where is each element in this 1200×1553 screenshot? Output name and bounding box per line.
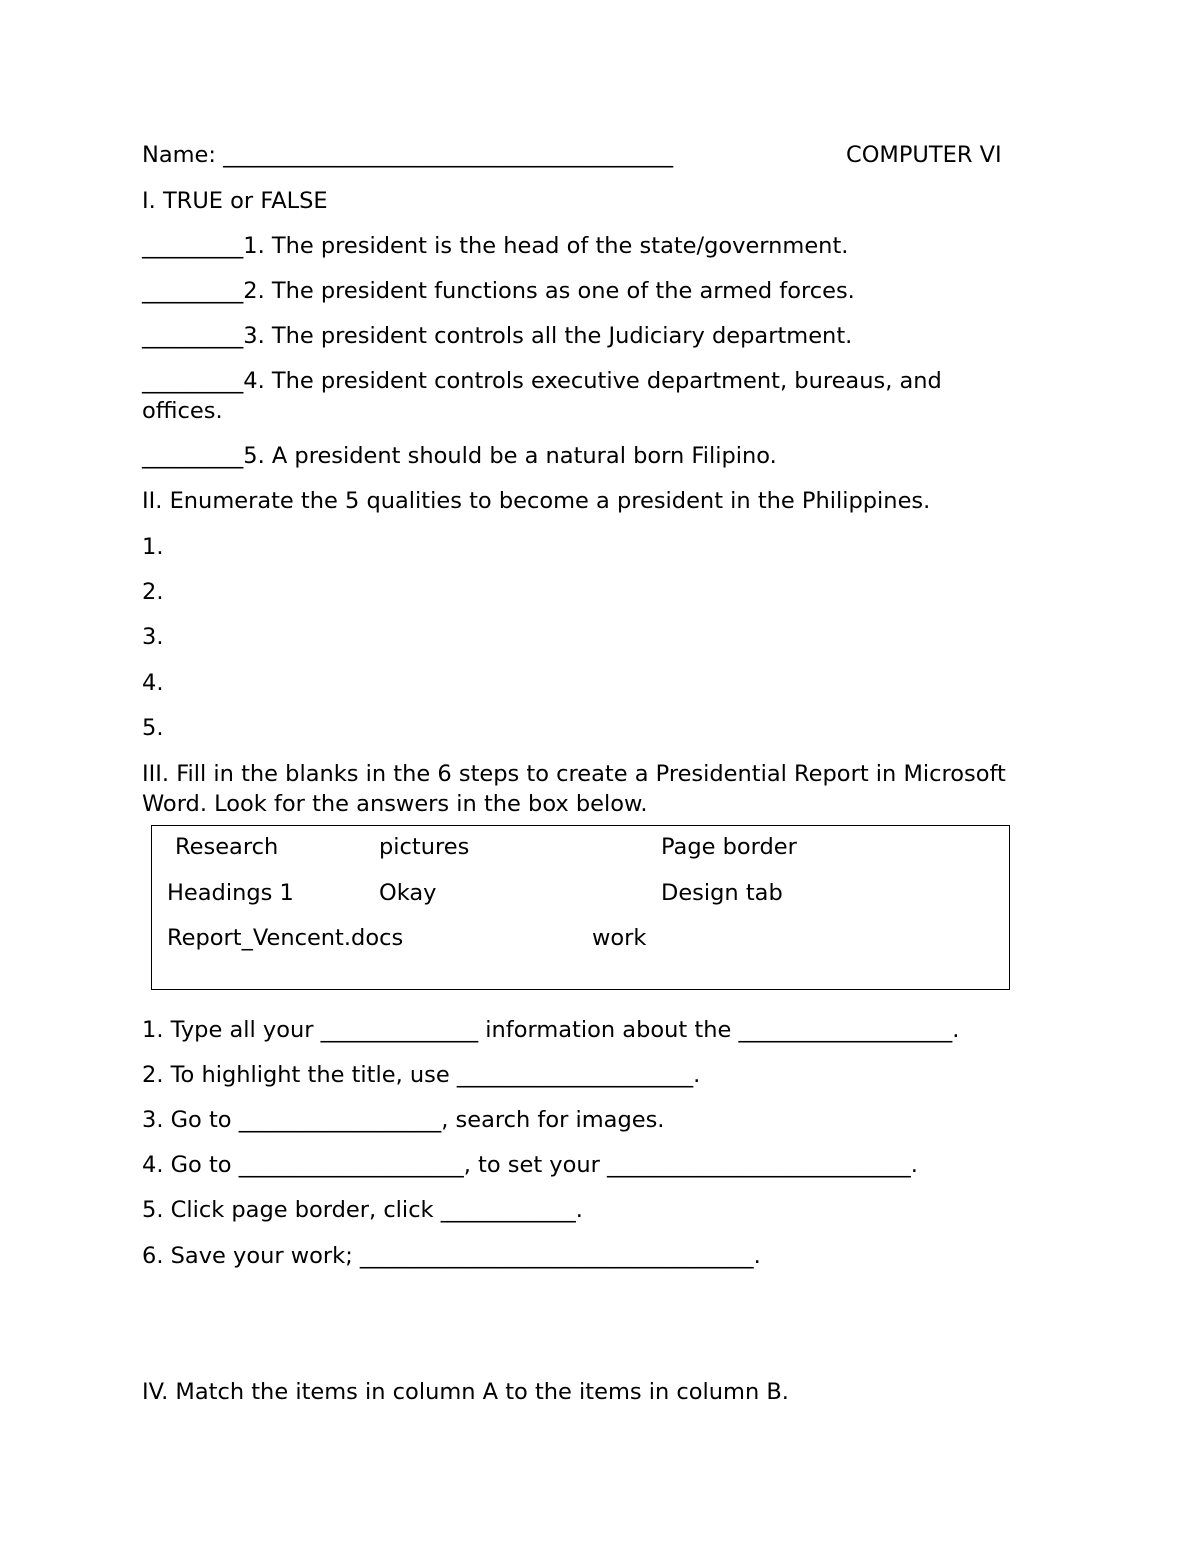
answer-page-border: Page border [661,834,797,860]
step-1: 1. Type all your ______________ information about the ___________________. [142,1017,960,1043]
answer-research: Research [175,834,279,860]
step-3: 3. Go to __________________, search for images. [142,1107,665,1133]
answer-pictures: pictures [379,834,470,860]
enumerate-item-1: 1. [142,534,164,560]
true-false-item-3: _________3. The president controls all the Judiciary department. [142,323,853,349]
name-field-line: Name: ________________________________________ [142,142,674,168]
enumerate-item-3: 3. [142,624,164,650]
step-2: 2. To highlight the title, use _____________________. [142,1062,701,1088]
answer-box [151,825,1010,990]
step-6: 6. Save your work; ___________________________________. [142,1243,761,1269]
true-false-item-1: _________1. The president is the head of the state/government. [142,233,849,259]
true-false-item-5: _________5. A president should be a natural born Filipino. [142,443,777,469]
enumerate-item-5: 5. [142,715,164,741]
subject-label: COMPUTER VI [846,142,1002,168]
step-4: 4. Go to ____________________, to set your ___________________________. [142,1152,918,1178]
answer-work: work [592,925,647,951]
true-false-item-2: _________2. The president functions as one of the armed forces. [142,278,855,304]
enumerate-item-2: 2. [142,579,164,605]
section-2-heading: II. Enumerate the 5 qualities to become a president in the Philippines. [142,488,931,514]
true-false-item-4: _________4. The president controls executive department, bureaus, and offices. [142,368,942,424]
section-1-heading: I. TRUE or FALSE [142,188,328,214]
answer-headings-1: Headings 1 [167,880,294,906]
answer-okay: Okay [379,880,437,906]
section-3-heading: III. Fill in the blanks in the 6 steps to create a Presidential Report in Microsoft Word. Look for the answers in the box below. [142,761,1006,817]
step-5: 5. Click page border, click ____________. [142,1197,583,1223]
answer-design-tab: Design tab [661,880,783,906]
enumerate-item-4: 4. [142,670,164,696]
section-4-heading: IV. Match the items in column A to the items in column B. [142,1379,789,1405]
answer-report-filename: Report_Vencent.docs [167,925,404,951]
